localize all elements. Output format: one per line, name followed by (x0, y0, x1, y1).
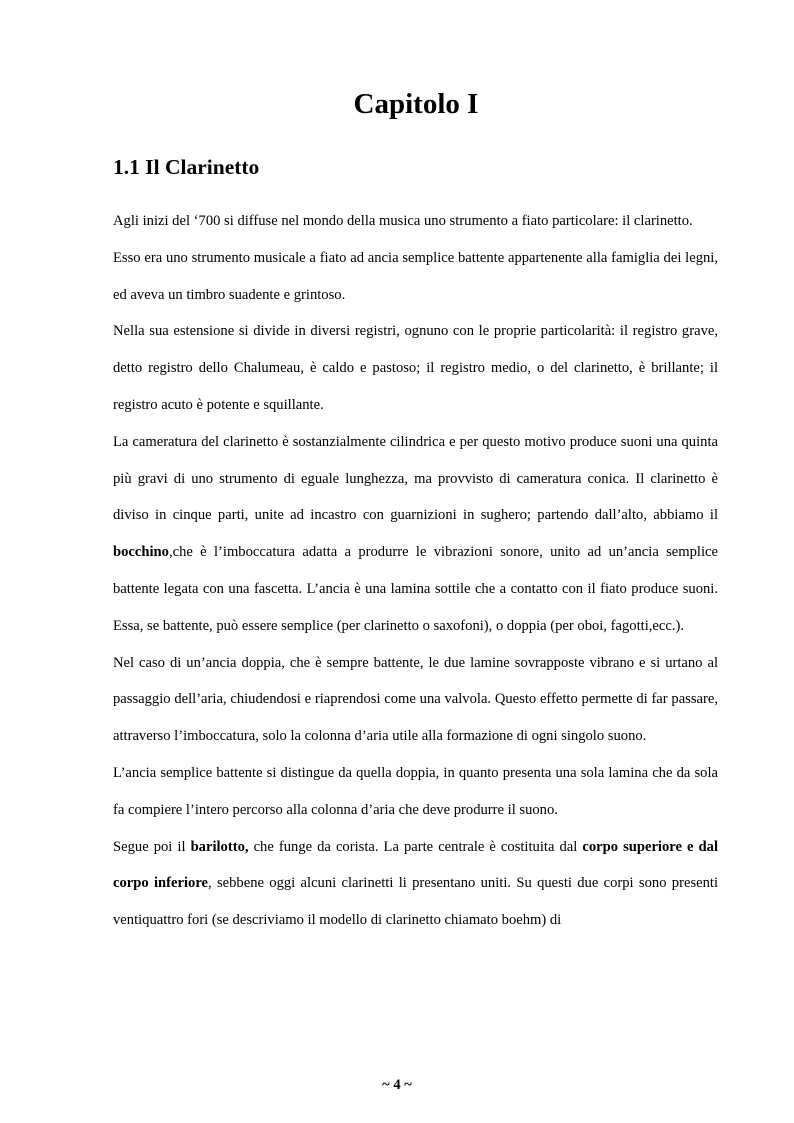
paragraph-1: Agli inizi del ‘700 si diffuse nel mondo della musica uno strumento a fiato particolare: il clarinetto. (113, 213, 693, 229)
paragraph-4-text-2: ,che è l’imboccatura adatta a produrre le vibrazioni sonore, unito ad un’ancia semplice battente legata con una fascetta. L’ancia è una lamina sottile che a contatto con il fiato produce suoni. Essa, se battente, può essere semplice (per clarinetto o saxofoni), o doppia (per oboi, fagotti,ecc.). (113, 544, 718, 634)
section-title: 1.1 Il Clarinetto (113, 155, 260, 179)
paragraph-4 (113, 424, 718, 645)
chapter-title: Capitolo I (353, 88, 479, 120)
page-number: ~ 4 ~ (382, 1077, 412, 1093)
paragraph-7-text-1: Segue poi il (113, 838, 191, 855)
body-text (113, 203, 718, 939)
paragraph-7-text-3: , sebbene oggi alcuni clarinetti li presentano uniti. Su questi due corpi sono presenti ventiquattro fori (se descriviamo il modello di clarinetto chiamato boehm) di (113, 875, 719, 929)
paragraph-4-text-1: La cameratura del clarinetto è sostanzialmente cilindrica e per questo motivo produce suoni una quinta più gravi di uno strumento di eguale lunghezza, ma provvisto di cameratura conica. Il clarinetto è diviso in cinque parti, unite ad incastro con guarnizioni in sughero; partendo dall’alto, abbiamo il (113, 433, 718, 524)
term-corpo-superiore-inferiore: corpo superiore e dal corpo inferiore (113, 838, 719, 892)
paragraph-6: L’ancia semplice battente si distingue da quella doppia, in quanto presenta una sola lamina che da sola fa compiere l’intero percorso alla colonna d’aria che deve produrre il suono. (113, 764, 718, 818)
term-barilotto: barilotto, (190, 838, 249, 855)
term-bocchino: bocchino (113, 544, 169, 561)
paragraph-7 (113, 829, 718, 939)
paragraph-3: Nella sua estensione si divide in diversi registri, ognuno con le proprie particolarità: il registro grave, detto registro dello Chalumeau, è caldo e pastoso; il registro medio, o del clarinetto, è brillante; il registro acuto è potente e squillante. (113, 323, 718, 413)
paragraph-2: Esso era uno strumento musicale a fiato ad ancia semplice battente appartenente alla famiglia dei legni, ed aveva un timbro suadente e grintoso. (113, 249, 718, 303)
paragraph-5: Nel caso di un’ancia doppia, che è sempre battente, le due lamine sovrapposte vibrano e si urtano al passaggio dell’aria, chiudendosi e riaprendosi come una valvola. Questo effetto permette di far passare, attraverso l’imboccatura, solo la colonna d’aria utile alla formazione di ogni singolo suono. (113, 654, 718, 745)
paragraph-7-text-2: che funge da corista. La parte centrale è costituita dal (248, 838, 583, 855)
